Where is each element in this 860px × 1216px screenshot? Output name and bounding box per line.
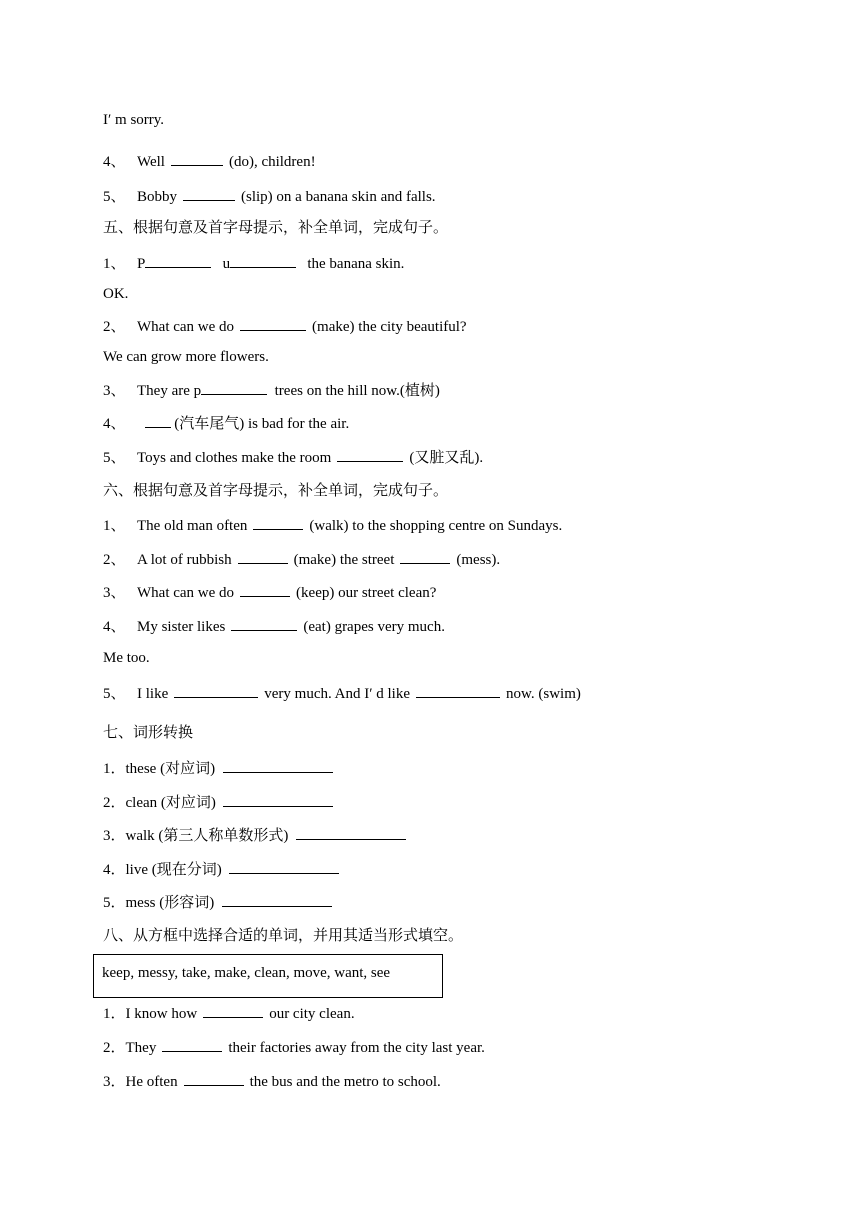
answer-blank[interactable] (416, 682, 500, 698)
answer-blank[interactable] (238, 548, 288, 564)
answer-blank[interactable] (223, 757, 333, 773)
word-form-item: 1．these (对应词) (103, 757, 333, 779)
answer-blank[interactable] (145, 412, 171, 428)
word-form-item: 4．live (现在分词) (103, 858, 339, 880)
question-number: 3、 (103, 585, 126, 601)
question-number: 5． (103, 895, 126, 911)
question-number: 4、 (103, 619, 126, 635)
question-s6-5: 5、 I like very much. And I′ d like now. (swim) (103, 682, 581, 704)
fill-in-item: 3．He often the bus and the metro to school. (103, 1070, 441, 1092)
question-s4-4: 4、 Well (do), children! (103, 150, 316, 172)
dialogue-reply: We can grow more flowers. (103, 349, 269, 365)
question-number: 4、 (103, 416, 126, 432)
question-number: 3． (103, 828, 126, 844)
word-form-item: 2．clean (对应词) (103, 791, 333, 813)
question-s6-3: 3、 What can we do (keep) our street clean? (103, 581, 436, 603)
word-bank-text: keep, messy, take, make, clean, move, want, see (102, 965, 391, 981)
question-s6-4: 4、 My sister likes (eat) grapes very much. (103, 615, 445, 637)
answer-blank[interactable] (229, 858, 339, 874)
question-s6-1: 1、 The old man often (walk) to the shopping centre on Sundays. (103, 514, 562, 536)
dialogue-reply: OK. (103, 286, 129, 302)
question-number: 4． (103, 862, 126, 878)
question-number: 1、 (103, 518, 126, 534)
fill-in-item: 1．I know how our city clean. (103, 1002, 355, 1024)
question-number: 3、 (103, 383, 126, 399)
question-s5-3: 3、 They are p trees on the hill now.(植树) (103, 379, 440, 401)
answer-blank[interactable] (296, 824, 406, 840)
question-number: 5、 (103, 450, 126, 466)
question-number: 2． (103, 795, 126, 811)
question-s5-1: 1、 P u the banana skin. (103, 252, 404, 274)
answer-blank[interactable] (183, 185, 235, 201)
answer-blank[interactable] (184, 1070, 244, 1086)
question-number: 2、 (103, 319, 126, 335)
dialogue-reply: I′ m sorry. (103, 112, 165, 128)
answer-blank[interactable] (201, 379, 267, 395)
question-number: 2． (103, 1040, 126, 1056)
section-heading-8: 八、从方框中选择合适的单词，并用其适当形式填空。 (103, 926, 464, 944)
section-heading-6: 六、根据句意及首字母提示，补全单词，完成句子。 (103, 481, 449, 499)
fill-in-item: 2．They their factories away from the city last year. (103, 1036, 485, 1058)
question-s6-2: 2、 A lot of rubbish (make) the street (mess). (103, 548, 500, 570)
answer-blank[interactable] (337, 446, 403, 462)
word-form-item: 5．mess (形容词) (103, 891, 332, 913)
question-number: 1． (103, 1006, 126, 1022)
section-heading-5: 五、根据句意及首字母提示，补全单词，完成句子。 (103, 218, 449, 236)
answer-blank[interactable] (231, 615, 297, 631)
answer-blank[interactable] (145, 252, 211, 268)
answer-blank[interactable] (162, 1036, 222, 1052)
question-number: 1． (103, 761, 126, 777)
question-number: 4、 (103, 154, 126, 170)
answer-blank[interactable] (223, 791, 333, 807)
answer-blank[interactable] (230, 252, 296, 268)
answer-blank[interactable] (400, 548, 450, 564)
word-form-item: 3．walk (第三人称单数形式) (103, 824, 406, 846)
answer-blank[interactable] (240, 581, 290, 597)
answer-blank[interactable] (253, 514, 303, 530)
question-number: 3． (103, 1074, 126, 1090)
answer-blank[interactable] (203, 1002, 263, 1018)
answer-blank[interactable] (222, 891, 332, 907)
question-s5-5: 5、 Toys and clothes make the room (又脏又乱). (103, 446, 483, 468)
question-s4-5: 5、 Bobby (slip) on a banana skin and falls. (103, 185, 436, 207)
answer-blank[interactable] (240, 315, 306, 331)
dialogue-reply: Me too. (103, 650, 150, 666)
question-number: 2、 (103, 552, 126, 568)
word-bank-box (93, 954, 443, 998)
answer-blank[interactable] (174, 682, 258, 698)
answer-blank[interactable] (171, 150, 223, 166)
section-heading-7: 七、词形转换 (103, 723, 194, 741)
question-number: 5、 (103, 686, 126, 702)
question-s5-2: 2、 What can we do (make) the city beautiful? (103, 315, 467, 337)
question-number: 5、 (103, 189, 126, 205)
question-number: 1、 (103, 256, 126, 272)
question-s5-4: 4、 (汽车尾气) is bad for the air. (103, 412, 349, 434)
